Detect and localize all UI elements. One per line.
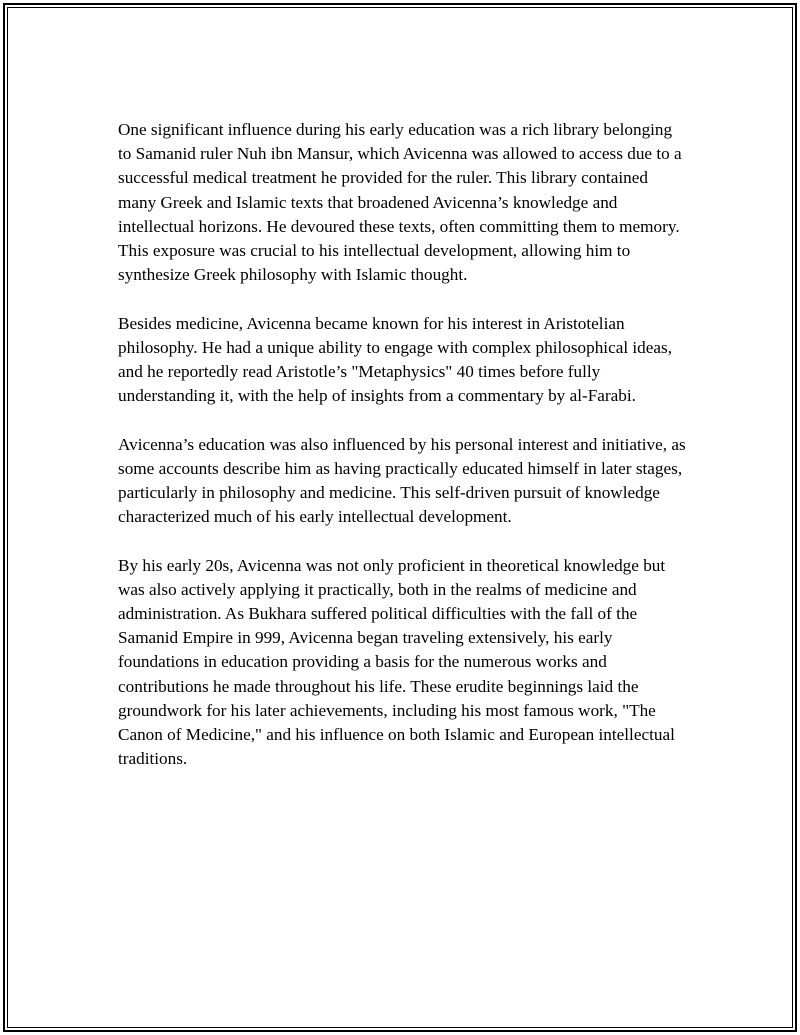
paragraph-library: One significant influence during his early education was a rich library belonging to Samanid ruler Nuh ibn Mansur, which Avicenna was allowed to access due to a successful medical treatment he provided for the ruler. This library contained many Greek and Islamic texts that broadened Avicenna’s knowledge and intellectual horizons. He devoured these texts, often committing them to memory. This exposure was crucial to his intellectual development, allowing him to synthesize Greek philosophy with Islamic thought. [118,120,682,285]
paragraph-self-education: Avicenna’s education was also influenced by his personal interest and initiative, as some accounts describe him as having practically educated himself in later stages, particularly in philosophy and medicine. This self-driven pursuit of knowledge characterized much of his early intellectual development. [118,434,686,527]
document-body [118,118,686,796]
paragraph-aristotle: Besides medicine, Avicenna became known for his interest in Aristotelian philosophy. He had a unique ability to engage with complex philosophical ideas, and he reportedly read Aristotle’s "Metaphysics" 40 times before fully understanding it, with the help of insights from a commentary by al-Farabi. [118,313,673,406]
paragraph-early-twenties: By his early 20s, Avicenna was not only proficient in theoretical knowledge but was also actively applying it practically, both in the realms of medicine and administration. As Bukhara suffered political difficulties with the fall of the Samanid Empire in 999, Avicenna began traveling extensively, his early foundations in education providing a basis for the numerous works and contributions he made throughout his life. These erudite beginnings laid the groundwork for his later achievements, including his most famous work, "The Canon of Medicine," and his influence on both Islamic and European intellectual traditions. [118,555,675,769]
